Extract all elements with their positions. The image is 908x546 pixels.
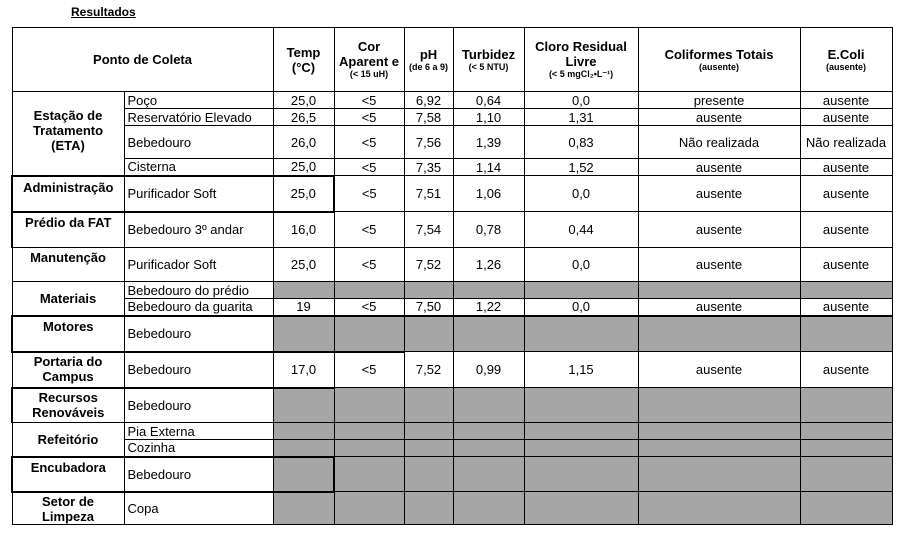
empty-cell [638,457,800,492]
header-turbidez: Turbidez (< 5 NTU) [453,28,524,92]
location-cell: Cisterna [124,159,273,176]
header-ponto: Ponto de Coleta [12,28,273,92]
ecoli-cell: ausente [800,109,892,126]
location-cell: Bebedouro [124,126,273,159]
header-cor: Cor Aparent e (< 15 uH) [334,28,404,92]
table-row [12,457,892,492]
empty-cell [404,282,453,299]
empty-cell [273,388,334,423]
cor-cell: <5 [334,352,404,388]
group-eta: Estação de Tratamento (ETA) [12,92,124,176]
cor-cell: <5 [334,126,404,159]
table-row [12,212,892,248]
coliformes-cell: ausente [638,159,800,176]
group-encubadora: Encubadora [12,457,124,492]
coliformes-cell: ausente [638,299,800,316]
empty-cell [273,492,334,525]
location-cell: Pia Externa [124,423,273,440]
location-cell: Purificador Soft [124,248,273,282]
ecoli-cell: ausente [800,92,892,109]
cloro-cell: 0,0 [524,92,638,109]
empty-cell [453,388,524,423]
cloro-cell: 0,0 [524,299,638,316]
turbidez-cell: 1,22 [453,299,524,316]
empty-cell [273,440,334,457]
turbidez-cell: 0,78 [453,212,524,248]
cloro-cell: 0,0 [524,248,638,282]
empty-cell [800,440,892,457]
empty-cell [404,440,453,457]
empty-cell [524,457,638,492]
turbidez-cell: 1,39 [453,126,524,159]
turbidez-cell: 1,06 [453,176,524,212]
cor-cell: <5 [334,109,404,126]
table-row [12,92,892,109]
turbidez-cell: 1,14 [453,159,524,176]
table-row [12,492,892,525]
coliformes-cell: ausente [638,176,800,212]
ecoli-cell: ausente [800,299,892,316]
table-row [12,126,892,159]
header-row [12,28,892,92]
table-row [12,299,892,316]
table-row [12,282,892,299]
table-row [12,159,892,176]
group-portaria: Portaria do Campus [12,352,124,388]
location-cell: Bebedouro do prédio [124,282,273,299]
ph-cell: 7,50 [404,299,453,316]
ph-cell: 7,51 [404,176,453,212]
group-motores: Motores [12,316,124,352]
ph-cell: 7,58 [404,109,453,126]
ph-cell: 7,52 [404,352,453,388]
empty-cell [334,316,404,352]
coliformes-cell: Não realizada [638,126,800,159]
location-cell: Bebedouro da guarita [124,299,273,316]
empty-cell [800,492,892,525]
location-cell: Bebedouro 3º andar [124,212,273,248]
temp-cell: 26,5 [273,109,334,126]
group-materiais: Materiais [12,282,124,316]
ecoli-cell: ausente [800,159,892,176]
header-temp: Temp (°C) [273,28,334,92]
empty-cell [334,457,404,492]
cloro-cell: 1,15 [524,352,638,388]
location-cell: Bebedouro [124,457,273,492]
empty-cell [453,492,524,525]
empty-cell [800,388,892,423]
cloro-cell: 0,44 [524,212,638,248]
group-admin: Administração [12,176,124,212]
empty-cell [404,423,453,440]
location-cell: Copa [124,492,273,525]
empty-cell [404,457,453,492]
header-cloro: Cloro Residual Livre (< 5 mgCl₂•L⁻¹) [524,28,638,92]
temp-cell: 26,0 [273,126,334,159]
empty-cell [453,457,524,492]
cor-cell: <5 [334,299,404,316]
group-manutencao: Manutenção [12,248,124,282]
results-table [11,27,893,525]
empty-cell [404,492,453,525]
empty-cell [800,316,892,352]
table-row [12,176,892,212]
empty-cell [334,282,404,299]
temp-cell: 19 [273,299,334,316]
temp-cell: 25,0 [273,176,334,212]
empty-cell [273,423,334,440]
location-cell: Cozinha [124,440,273,457]
group-limpeza: Setor de Limpeza [12,492,124,525]
empty-cell [273,282,334,299]
empty-cell [638,492,800,525]
empty-cell [638,388,800,423]
header-coliformes: Coliformes Totais (ausente) [638,28,800,92]
table-row [12,109,892,126]
table-row [12,316,892,352]
temp-cell: 25,0 [273,92,334,109]
location-cell: Bebedouro [124,316,273,352]
ph-cell: 6,92 [404,92,453,109]
coliformes-cell: ausente [638,109,800,126]
group-refeitorio: Refeitório [12,423,124,457]
group-fat: Prédio da FAT [12,212,124,248]
empty-cell [524,316,638,352]
cloro-cell: 1,52 [524,159,638,176]
header-ecoli: E.Coli (ausente) [800,28,892,92]
cloro-cell: 0,0 [524,176,638,212]
ecoli-cell: ausente [800,352,892,388]
empty-cell [524,423,638,440]
empty-cell [334,388,404,423]
cloro-cell: 0,83 [524,126,638,159]
table-row [12,388,892,423]
cloro-cell: 1,31 [524,109,638,126]
empty-cell [638,440,800,457]
empty-cell [638,316,800,352]
coliformes-cell: ausente [638,248,800,282]
section-title: Resultados [71,5,136,19]
turbidez-cell: 1,26 [453,248,524,282]
empty-cell [800,457,892,492]
location-cell: Bebedouro [124,388,273,423]
temp-cell: 16,0 [273,212,334,248]
empty-cell [524,492,638,525]
empty-cell [334,423,404,440]
empty-cell [453,423,524,440]
table-row [12,248,892,282]
empty-cell [524,440,638,457]
coliformes-cell: ausente [638,352,800,388]
turbidez-cell: 0,99 [453,352,524,388]
table-row [12,423,892,440]
ecoli-cell: Não realizada [800,126,892,159]
ph-cell: 7,52 [404,248,453,282]
ecoli-cell: ausente [800,176,892,212]
temp-cell: 25,0 [273,159,334,176]
empty-cell [800,423,892,440]
empty-cell [638,423,800,440]
cor-cell: <5 [334,248,404,282]
empty-cell [800,282,892,299]
location-cell: Reservatório Elevado [124,109,273,126]
empty-cell [334,492,404,525]
empty-cell [404,316,453,352]
ph-cell: 7,56 [404,126,453,159]
cor-cell: <5 [334,92,404,109]
empty-cell [273,316,334,352]
header-ph: pH (de 6 a 9) [404,28,453,92]
empty-cell [334,440,404,457]
table-row [12,440,892,457]
ecoli-cell: ausente [800,248,892,282]
empty-cell [524,282,638,299]
empty-cell [404,388,453,423]
empty-cell [453,282,524,299]
temp-cell: 17,0 [273,352,334,388]
turbidez-cell: 1,10 [453,109,524,126]
location-cell: Purificador Soft [124,176,273,212]
cor-cell: <5 [334,159,404,176]
empty-cell [273,457,334,492]
cor-cell: <5 [334,176,404,212]
turbidez-cell: 0,64 [453,92,524,109]
ph-cell: 7,35 [404,159,453,176]
temp-cell: 25,0 [273,248,334,282]
coliformes-cell: presente [638,92,800,109]
group-recursos: Recursos Renováveis [12,388,124,423]
empty-cell [638,282,800,299]
location-cell: Poço [124,92,273,109]
coliformes-cell: ausente [638,212,800,248]
cor-cell: <5 [334,212,404,248]
empty-cell [453,316,524,352]
empty-cell [453,440,524,457]
location-cell: Bebedouro [124,352,273,388]
table-row [12,352,892,388]
ecoli-cell: ausente [800,212,892,248]
empty-cell [524,388,638,423]
ph-cell: 7,54 [404,212,453,248]
